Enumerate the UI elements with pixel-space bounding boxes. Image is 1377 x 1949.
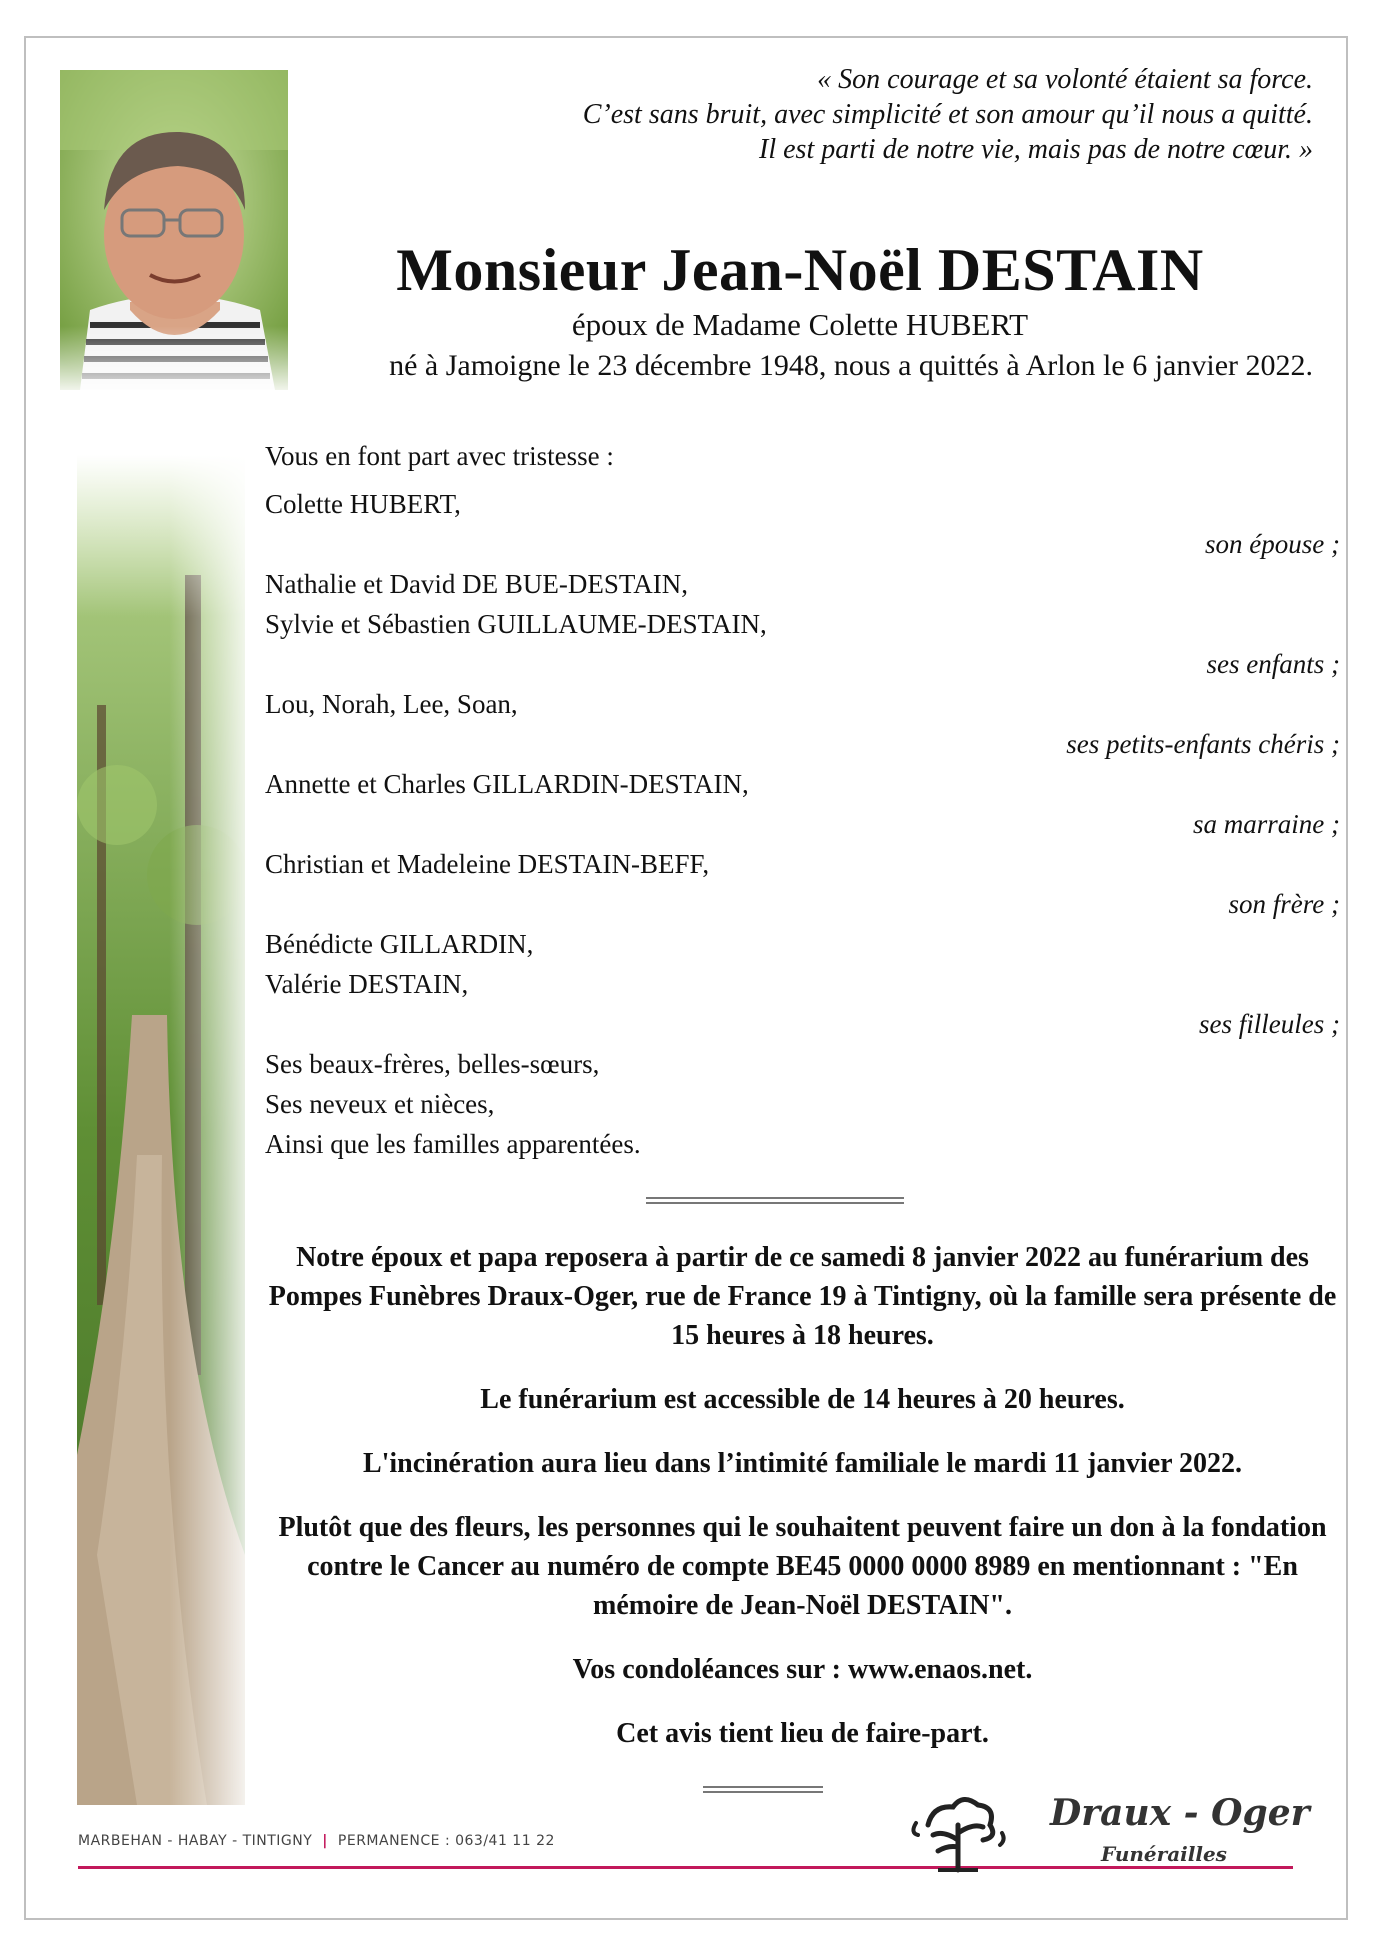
family-name: Nathalie et David DE BUE-DESTAIN,: [265, 569, 688, 599]
footer-permanence: PERMANENCE : 063/41 11 22: [337, 1833, 555, 1849]
company-logo-subtitle: Funérailles: [1095, 1842, 1233, 1866]
portrait-photo: [60, 70, 288, 390]
family-relation: ses filleules ;: [1199, 1009, 1340, 1039]
forest-path-image: [77, 455, 245, 1805]
quote-line-1: « Son courage et sa volonté étaient sa force.: [817, 64, 1313, 95]
notice-hours: Le funérarium est accessible de 14 heures à 20 heures.: [480, 1384, 1125, 1415]
notice-condolences: Vos condoléances sur : www.enaos.net.: [572, 1654, 1033, 1685]
closing-family-line: Ses neveux et nièces,: [265, 1089, 495, 1119]
family-name: Sylvie et Sébastien GUILLAUME-DESTAIN,: [265, 609, 767, 639]
footer-accent-line: [78, 1866, 1293, 1869]
family-name: Annette et Charles GILLARDIN-DESTAIN,: [265, 769, 749, 799]
tree-logo-icon: [908, 1785, 1008, 1875]
separator-top: [646, 1197, 904, 1204]
quote-line-2: C’est sans bruit, avec simplicité et son amour qu’il nous a quitté.: [582, 99, 1313, 130]
quote-line-3: Il est parti de notre vie, mais pas de notre cœur. »: [759, 134, 1313, 165]
closing-family-line: Ses beaux-frères, belles-sœurs,: [265, 1049, 600, 1079]
memorial-quote: [333, 62, 1313, 167]
family-relation: sa marraine ;: [1193, 809, 1340, 839]
separator-bottom: [703, 1786, 823, 1793]
deceased-name: Monsieur Jean-Noël DESTAIN: [396, 237, 1204, 303]
family-name: Bénédicte GILLARDIN,: [265, 929, 534, 959]
notice-faire-part: Cet avis tient lieu de faire-part.: [616, 1718, 989, 1749]
family-list: [265, 436, 1340, 1164]
family-relation: son frère ;: [1228, 889, 1340, 919]
family-name: Christian et Madeleine DESTAIN-BEFF,: [265, 849, 710, 879]
funeral-notice: [265, 1238, 1340, 1778]
family-relation: ses enfants ;: [1206, 649, 1340, 679]
family-name: Colette HUBERT,: [265, 489, 461, 519]
company-logo-name: Draux - Oger: [1050, 1792, 1310, 1834]
closing-family-line: Ainsi que les familles apparentées.: [265, 1129, 641, 1159]
footer-locations: MARBEHAN - HABAY - TINTIGNY: [78, 1833, 313, 1849]
spouse-line: époux de Madame Colette HUBERT: [571, 307, 1029, 342]
notice-cremation: L'incinération aura lieu dans l’intimité familiale le mardi 11 janvier 2022.: [362, 1448, 1243, 1479]
birth-death-line: né à Jamoigne le 23 décembre 1948, nous a quittés à Arlon le 6 janvier 2022.: [389, 349, 1313, 382]
notice-visitation: Notre époux et papa reposera à partir de ce samedi 8 janvier 2022 au funérarium des Pompes Funèbres Draux-Oger, rue de France 19 à Tintigny, où la famille sera présente de 15 heures à 18 heures.: [268, 1242, 1337, 1351]
family-name: Valérie DESTAIN,: [265, 969, 469, 999]
footer-contact: MARBEHAN - HABAY - TINTIGNY | PERMANENCE : 063/41 11 22: [78, 1833, 555, 1849]
notice-donation: Plutôt que des fleurs, les personnes qui le souhaitent peuvent faire un don à la fondation contre le Cancer au numéro de compte BE45 0000 0000 8989 en mentionnant : "En mémoire de Jean-Noël DESTAIN".: [278, 1512, 1327, 1621]
announcement-intro: Vous en font part avec tristesse :: [265, 441, 614, 471]
family-relation: son épouse ;: [1205, 529, 1340, 559]
family-relation: ses petits-enfants chéris ;: [1066, 729, 1340, 759]
family-name: Lou, Norah, Lee, Soan,: [265, 689, 518, 719]
